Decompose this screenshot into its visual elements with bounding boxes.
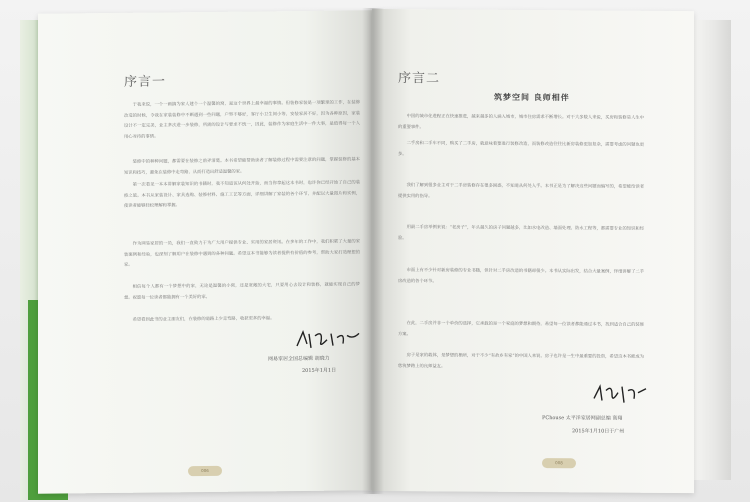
right-paragraph-7: 房子是家的载体，是梦想的栖所，对于不少“有故乡有家”的中国人来说，房子也许是一生中最重要的投资，希望这本书能成为您筑梦路上的良师益友。 [398,353,644,369]
left-folio: 006 [188,466,222,476]
left-page-heading: 序言一 [124,74,167,90]
left-paragraph-6: 希望看到此书的业主朋友们，在装修的道路上少走弯路，收获更多的幸福。 [132,316,275,323]
right-page-heading: 序言二 [398,71,441,87]
right-paragraph-2: 二手房和二手车不同，购买了二手房，就意味着要进行装修改造，而装修改造往往比新房装修更加复杂，需要考虑的问题也更多。 [398,141,644,157]
left-paragraph-5: 相信每个人都有一个梦想中的家，无论是温馨的小窝，还是宽敞的大宅，只要用心去设计和装修，就能实现自己的梦想。祝愿每一位读者都能拥有一个美好的家。 [124,282,360,301]
book-gutter-shadow [362,8,384,494]
right-signature-org: PChouse 太平洋家居网副总编 高翔 [542,415,623,422]
left-handwritten-signature [38,10,372,13]
right-paragraph-3: 我们了解到很多业主对于二手房装修存在很多困惑，不知道从何处入手。本书正是为了解决这些问题而编写的，希望能给读者提供实用的指导。 [398,183,644,199]
right-paragraph-4: 用最二手房举例来说：“老房子”，年头越久的房子问题越多，比如水电改造、墙面处理、防水工程等，都需要专业的知识和经验。 [398,225,644,241]
left-signature-org: 网易家居全国总编辑 胡晓力 [268,355,330,363]
left-page [38,10,372,493]
right-folio: 008 [542,458,576,468]
right-paragraph-1: 中国的城市化进程正在快速推进，越来越多的人涌入城市，城市住房需求不断增长。对于大多数人来说，买房和装修是人生中的重要事件。 [398,114,644,130]
left-signature-date: 2015年1月1日 [302,367,337,374]
right-signature-date: 2015年1月10日于广州 [572,428,625,435]
right-page-subtitle: 筑梦空间 良师相伴 [494,91,570,103]
left-paragraph-3: 第一次看见一本本讲解家装知识的书籍时，我不知道该从何处开始，而当你拿起这本书时，也许你已经开始了自己的装修之旅。本书从家装设计、家具选购、装修材料、施工工艺等方面，详细讲解了家装的各个环节，并配以大量图片和实例，使读者能够轻松理解和掌握。 [124,180,360,210]
left-paragraph-2: 装修中的种种问题，都需要在装修之前弄清楚。本书希望能帮助读者了解装修过程中需要注意的问题，掌握装修的基本知识和技巧，避免在装修中走弯路，从而打造出舒适温馨的家。 [124,157,360,176]
right-paragraph-6: 在此，二手房并非一个单价的选择，它承载的是一个家庭的梦想和期待，希望每一位读者都能通过本书，找到适合自己的装修方案。 [398,321,644,337]
page-stack [688,20,731,480]
right-handwritten-signature [372,9,694,11]
left-paragraph-1: 于我来说，一个一画搞为家人建个一个温馨的窝，是这个世界上最幸福的事情。但装修家装是一项繁琐的工作，在装修改造的时候，令我在家装装修中不断遇到一些问题，户型不够好，客厅小卫生间小等，安装家居不好，因为各种原因，家装设计不一定完美，业主多次进一步装修，所需的设计与要求不统一，因此，装修作为家庭生活中一件大事，是值得每一个人用心对待的事情。 [124,100,360,140]
left-paragraph-4: 作为网易家居的一员，我们一直致力于为广大用户提供专业、实用的家居资讯。在多年的工作中，我们积累了大量的家装案例和经验，也深刻了解用户在装修中遇到的各种问题。希望这本书能够为读者提供有价值的参考，帮助大家打造理想的家。 [124,239,360,269]
right-page [372,9,694,493]
right-paragraph-5: 市面上有不少针对新房装修的专业书籍，但针对二手房改造的书籍却很少。本书从实际出发，结合大量案例，详细讲解了二手房改造的各个环节。 [398,268,644,284]
